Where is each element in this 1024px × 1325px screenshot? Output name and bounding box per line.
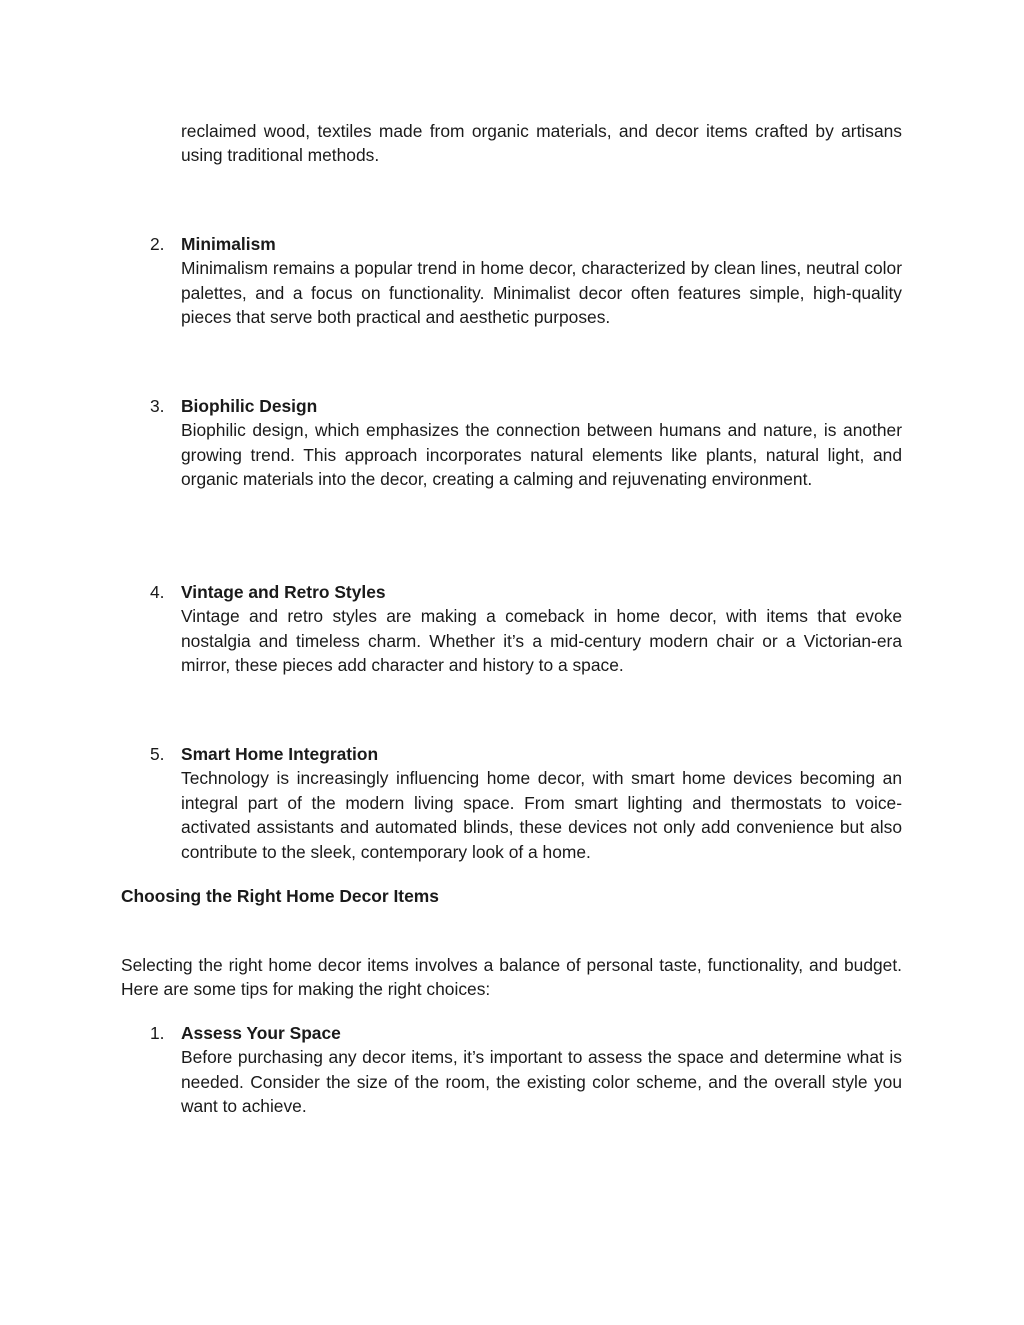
list-number: 4. xyxy=(150,582,165,602)
list-item-body: Vintage and retro styles are making a comeback in home decor, with items that evoke nostalgia and timeless charm. Whether it’s a mid-century modern chair or a Victorian-era mirror, these pieces add character and history to a space. xyxy=(181,606,902,676)
list-item-title: Smart Home Integration xyxy=(181,744,379,764)
list-item-assess-space xyxy=(181,1021,902,1119)
list-item-body: Technology is increasingly influencing home decor, with smart home devices becoming an integral part of the modern living space. From smart lighting and thermostats to voice-activated assistants and automated blinds, these devices not only add convenience but also contribute to the sleek, contemporary look of a home. xyxy=(181,768,902,862)
list-item-vintage-retro xyxy=(181,580,902,678)
list-number: 3. xyxy=(150,396,165,416)
list-item-body: Before purchasing any decor items, it’s important to assess the space and determine what is needed. Consider the size of the room, the existing color scheme, and the overall style you want to achieve. xyxy=(181,1047,902,1117)
list-number: 1. xyxy=(150,1023,165,1043)
list-item-title: Assess Your Space xyxy=(181,1023,341,1043)
continued-paragraph-text: reclaimed wood, textiles made from organic materials, and decor items crafted by artisans using traditional methods. xyxy=(181,121,902,166)
list-item-minimalism xyxy=(181,232,902,330)
list-item-smart-home xyxy=(181,742,902,864)
list-item-biophilic-design xyxy=(181,394,902,492)
section-intro: Selecting the right home decor items involves a balance of personal taste, functionality, and budget. Here are some tips for making the right choices: xyxy=(121,955,902,1000)
list-number: 2. xyxy=(150,234,165,254)
continued-paragraph xyxy=(181,119,902,168)
section-heading: Choosing the Right Home Decor Items xyxy=(121,886,439,906)
list-item-body: Biophilic design, which emphasizes the connection between humans and nature, is another growing trend. This approach incorporates natural elements like plants, natural light, and organic materials into the decor, creating a calming and rejuvenating environment. xyxy=(181,420,902,490)
list-item-title: Vintage and Retro Styles xyxy=(181,582,386,602)
list-number: 5. xyxy=(150,744,165,764)
list-item-title: Minimalism xyxy=(181,234,276,254)
list-item-title: Biophilic Design xyxy=(181,396,318,416)
list-item-body: Minimalism remains a popular trend in home decor, characterized by clean lines, neutral color palettes, and a focus on functionality. Minimalist decor often features simple, high-quality pieces that serve both practical and aesthetic purposes. xyxy=(181,258,902,328)
